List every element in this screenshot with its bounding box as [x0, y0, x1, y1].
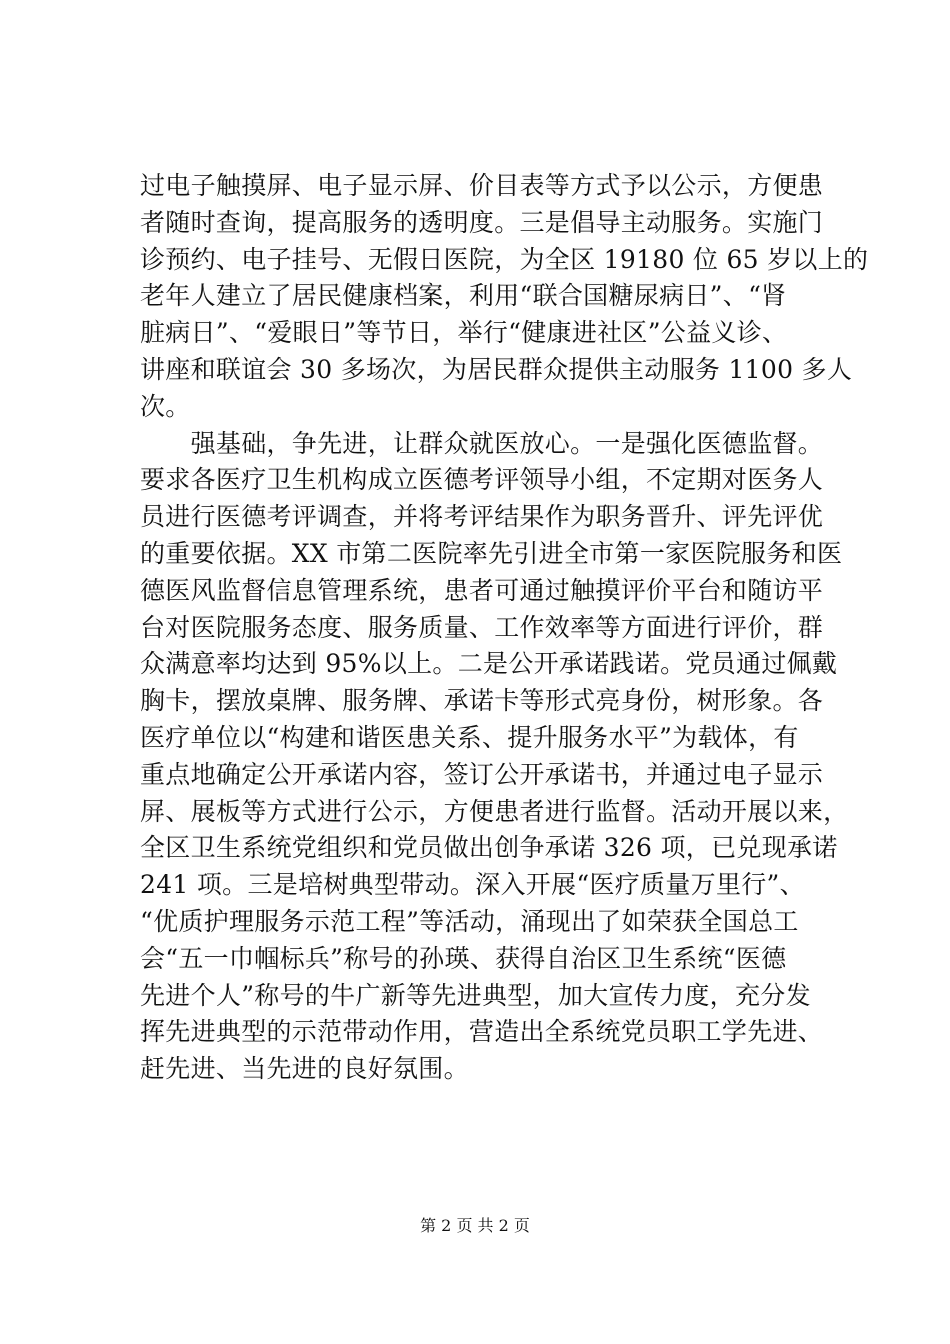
text-line: 重点地确定公开承诺内容，签订公开承诺书，并通过电子显示 [140, 759, 824, 789]
text-line: 者随时查询，提高服务的透明度。三是倡导主动服务。实施门 [140, 207, 824, 237]
text-line: 胸卡，摆放桌牌、服务牌、承诺卡等形式亮身份，树形象。各 [140, 686, 824, 716]
page-number-footer: 第 2 页 共 2 页 [420, 1216, 530, 1235]
text-line: 赶先进、当先进的良好氛围。 [140, 1054, 469, 1084]
text-line: 要求各医疗卫生机构成立医德考评领导小组，不定期对医务人 [140, 465, 824, 495]
text-line: 的重要依据。XX 市第二医院率先引进全市第一家医院服务和医 [140, 538, 843, 568]
text-line: 先进个人”称号的牛广新等先进典型，加大宣传力度，充分发 [140, 980, 811, 1010]
text-line: 台对医院服务态度、服务质量、工作效率等方面进行评价，群 [140, 612, 824, 642]
text-line: 讲座和联谊会 30 多场次，为居民群众提供主动服务 1100 多人 [140, 354, 853, 384]
text-line: 会“五一巾帼标兵”称号的孙瑛、获得自治区卫生系统“医德 [140, 943, 787, 973]
text-line: 脏病日”、“爱眼日”等节日，举行“健康进社区”公益义诊、 [140, 318, 788, 348]
text-line: 老年人建立了居民健康档案，利用“联合国糖尿病日”、“肾 [140, 281, 787, 311]
text-line: 过电子触摸屏、电子显示屏、价目表等方式予以公示，方便患 [140, 171, 824, 200]
text-line: “优质护理服务示范工程”等活动，涌现出了如荣获全国总工 [140, 906, 799, 936]
text-line: 次。 [140, 391, 191, 421]
text-line: 屏、展板等方式进行公示，方便患者进行监督。活动开展以来， [140, 796, 849, 826]
text-line: 医疗单位以“构建和谐医患关系、提升服务水平”为载体，有 [140, 722, 799, 752]
document-body [140, 168, 869, 1088]
text-line: 诊预约、电子挂号、无假日医院，为全区 19180 位 65 岁以上的 [140, 244, 869, 274]
text-line: 众满意率均达到 95%以上。二是公开承诺践诺。党员通过佩戴 [140, 649, 838, 679]
text-line: 员进行医德考评调查，并将考评结果作为职务晋升、评先评优 [140, 502, 824, 532]
text-line: 强基础，争先进，让群众就医放心。一是强化医德监督。 [140, 428, 824, 458]
text-line: 全区卫生系统党组织和党员做出创争承诺 326 项，已兑现承诺 [140, 833, 838, 863]
text-line: 德医风监督信息管理系统，患者可通过触摸评价平台和随访平 [140, 575, 824, 605]
text-line: 241 项。三是培树典型带动。深入开展“医疗质量万里行”、 [140, 870, 805, 900]
text-line: 挥先进典型的示范带动作用，营造出全系统党员职工学先进、 [140, 1017, 824, 1047]
